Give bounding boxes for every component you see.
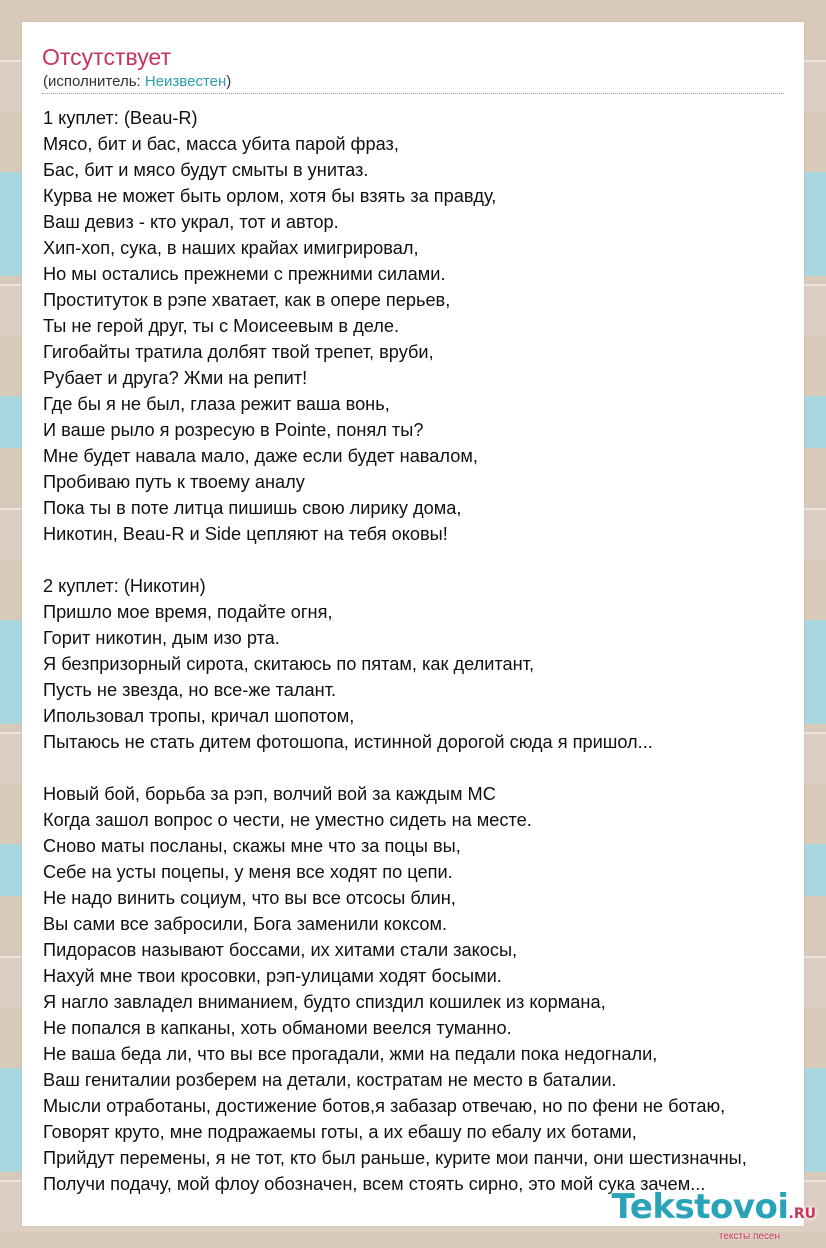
lyric-line: Проституток в рэпе хватает, как в опере перьев,: [43, 290, 451, 310]
lyric-line: Прийдут перемены, я не тот, кто был раньше, курите мои панчи, они шестизначны,: [43, 1148, 747, 1168]
lyrics-card: [22, 22, 804, 1226]
logo-tagline: тексты песен: [718, 1231, 780, 1242]
lyric-line: Пидорасов называют боссами, их хитами стали закосы,: [43, 940, 518, 960]
lyric-line: Где бы я не был, глаза режит ваша вонь,: [43, 394, 390, 414]
lyric-line: Сново маты посланы, скажы мне что за поцы вы,: [43, 836, 461, 856]
lyric-line: Когда зашол вопрос о чести, не уместно сидеть на месте.: [43, 810, 532, 830]
artist-link[interactable]: Неизвестен: [144, 73, 227, 90]
lyric-line: Нахуй мне твои кросовки, рэп-улицами ходят босыми.: [43, 966, 502, 986]
lyric-line: Бас, бит и мясо будут смыты в унитаз.: [43, 160, 369, 180]
artist-prefix: (исполнитель:: [43, 73, 145, 90]
lyric-line: Курва не может быть орлом, хотя бы взять за правду,: [43, 186, 497, 206]
lyric-line: Вы сами все забросили, Бога заменили коксом.: [43, 914, 448, 934]
blank-line: [43, 755, 804, 781]
lyric-line: 1 куплет: (Beau-R): [43, 108, 198, 128]
lyric-line: Пробиваю путь к твоему аналу: [43, 472, 305, 492]
lyric-line: Мне будет навала мало, даже если будет навалом,: [43, 446, 478, 466]
lyric-line: Не попался в капканы, хоть обманоми веелся туманно.: [43, 1018, 512, 1038]
lyric-line: Я безпризорный сирота, скитаюсь по пятам, как делитант,: [43, 654, 535, 674]
site-logo[interactable]: [611, 1187, 816, 1242]
logo-domain: .RU: [788, 1206, 816, 1222]
lyric-line: Пришло мое время, подайте огня,: [43, 602, 333, 622]
logo-name: Tekstovoi: [611, 1187, 789, 1227]
lyric-line: Не надо винить социум, что вы все отсосы блин,: [43, 888, 456, 908]
lyric-line: Мысли отработаны, достижение ботов,я забазар отвечаю, но по фени не ботаю,: [43, 1096, 726, 1116]
lyric-line: Не ваша беда ли, что вы все прогадали, жми на педали пока недогнали,: [43, 1044, 658, 1064]
lyric-line: Рубает и друга? Жми на репит!: [43, 368, 308, 388]
lyric-line: Ты не герой друг, ты с Моисеевым в деле.: [43, 316, 400, 336]
lyric-line: И ваше рыло я розресую в Pointe, понял ты?: [43, 420, 424, 440]
lyric-line: 2 куплет: (Никотин): [43, 576, 206, 596]
lyric-line: Я нагло завладел вниманием, будто спиздил кошилек из кормана,: [43, 992, 606, 1012]
lyric-line: Пытаюсь не стать дитем фотошопа, истинной дорогой сюда я пришол...: [43, 732, 653, 752]
artist-line: [43, 72, 231, 92]
song-title: Отсутствует: [42, 44, 171, 70]
lyric-line: Ваш девиз - кто украл, тот и автор.: [43, 212, 339, 232]
lyric-line: Но мы остались прежнеми с прежними силами.: [43, 264, 446, 284]
lyric-line: Хип-хоп, сука, в наших крайах имигрировал,: [43, 238, 419, 258]
lyric-line: Новый бой, борьба за рэп, волчий вой за каждым МС: [43, 784, 496, 804]
lyric-line: Горит никотин, дым изо рта.: [43, 628, 280, 648]
lyric-line: Никотин, Beau-R и Side цепляют на тебя оковы!: [43, 524, 448, 544]
lyric-line: Себе на усты поцепы, у меня все ходят по цепи.: [43, 862, 453, 882]
lyric-line: Ипользовал тропы, кричал шопотом,: [43, 706, 355, 726]
logo-wordmark: [611, 1187, 816, 1231]
lyric-line: Пока ты в поте литца пишишь свою лирику дома,: [43, 498, 462, 518]
artist-suffix: ): [226, 73, 232, 90]
lyric-line: Мясо, бит и бас, масса убита парой фраз,: [43, 134, 399, 154]
lyric-line: Получи подачу, мой флоу обозначен, всем стоять сирно, это мой сука зачем...: [43, 1174, 706, 1194]
title-divider: [42, 93, 784, 94]
blank-line: [43, 547, 804, 573]
lyric-line: Пусть не звезда, но все-же талант.: [43, 680, 337, 700]
lyric-line: Ваш гениталии розберем на детали, костратам не место в баталии.: [43, 1070, 617, 1090]
lyrics-text: [43, 105, 804, 1197]
lyric-line: Гигобайты тратила долбят твой трепет, вруби,: [43, 342, 434, 362]
lyric-line: Говорят круто, мне подражаемы готы, а их ебашу по ебалу их ботами,: [43, 1122, 637, 1142]
